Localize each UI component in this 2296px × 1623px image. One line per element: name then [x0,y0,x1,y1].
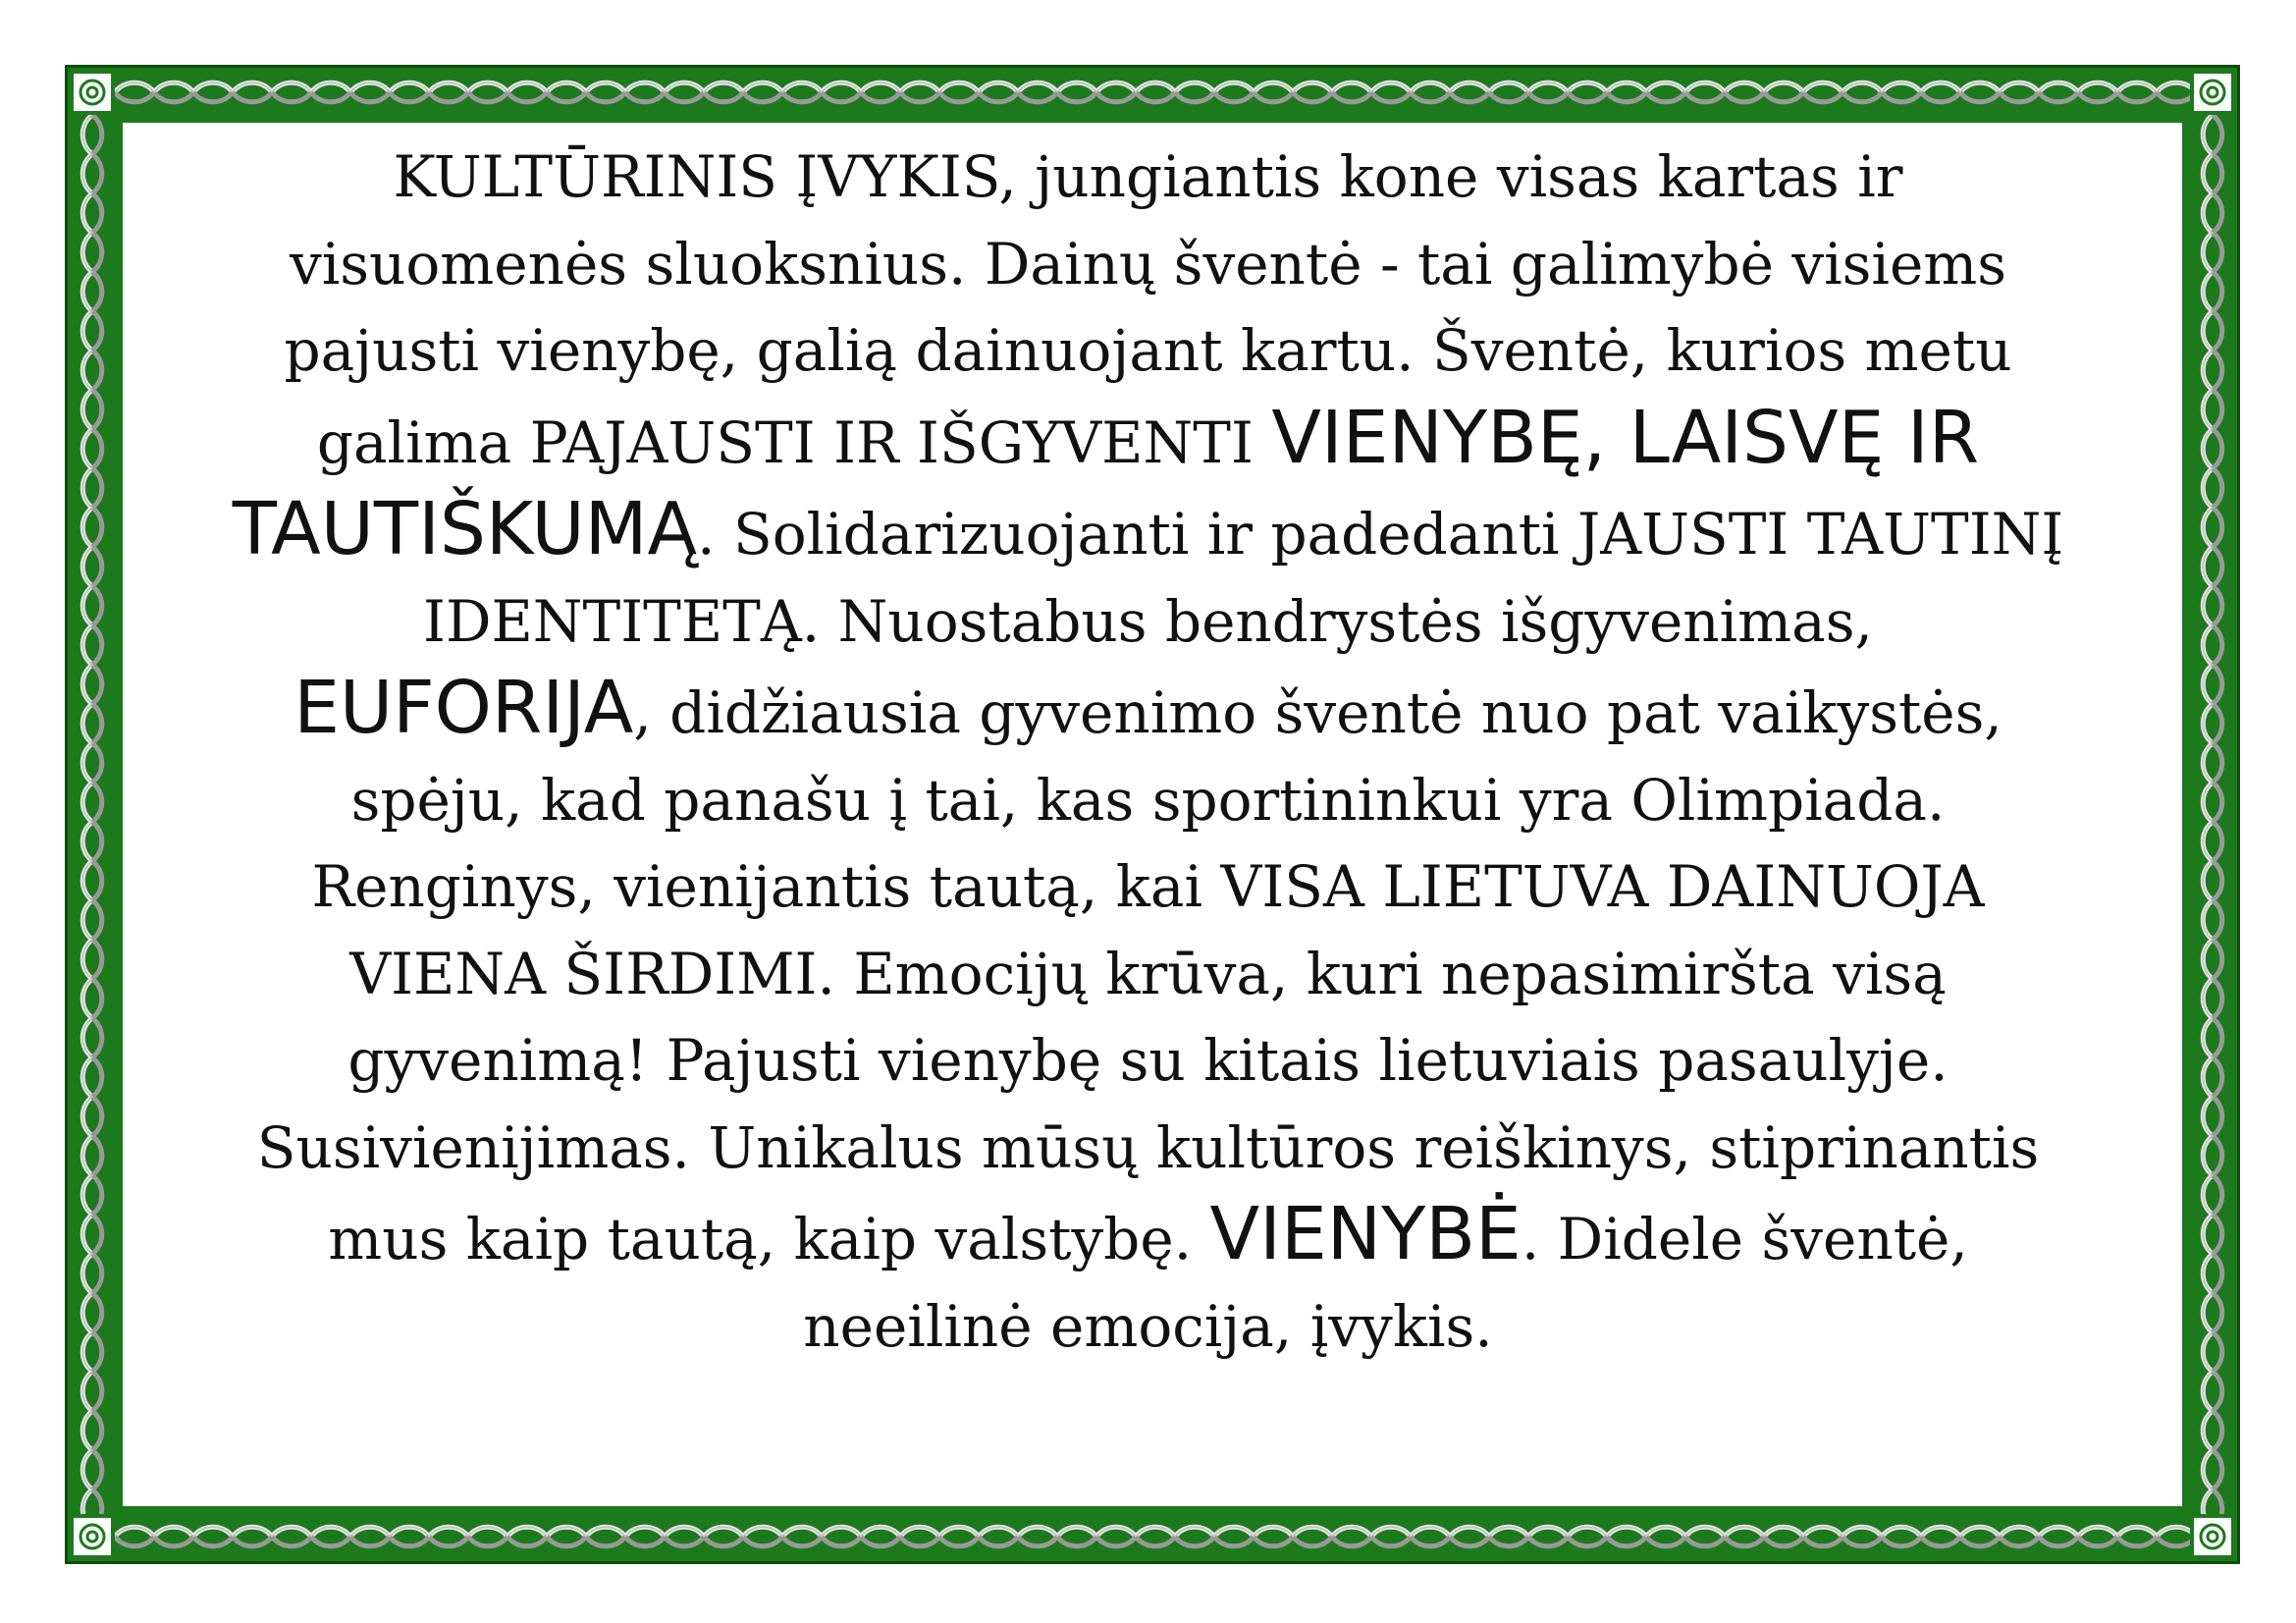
text-line: TAUTIŠKUMĄ. Solidarizuojanti ir padedanti JAUSTI TAUTINĮ [232,487,2064,571]
text-line: Renginys, vienijantis tautą, kai VISA LIETUVA DAINUOJA [311,853,1985,920]
rope-border-left [74,115,111,1514]
emphasis-text: EUFORIJA [294,666,634,750]
corner-ring-icon [2190,1514,2235,1559]
text-line: neeilinė emocija, įvykis. [803,1292,1493,1360]
text-line: spėju, kad panašu į tai, kas sportininkui yra Olimpiada. [350,766,1946,834]
text-line: EUFORIJA, didžiausia gyvenimo šventė nuo pat vaikystės, [294,666,2002,750]
emphasis-text: TAUTIŠKUMĄ [232,487,698,571]
rope-border-top [115,74,2190,111]
body-text [117,134,2179,1370]
text-line: mus kaip tautą, kaip valstybę. VIENYBĖ. Didele šventė, [328,1192,1968,1276]
emphasis-text: VIENYBĘ, LAISVĘ IR [1271,395,1980,480]
text-line: galima PAJAUSTI IR IŠGYVENTI VIENYBĘ, LAISVĘ IR [316,395,1980,480]
emphasis-text: VIENYBĖ [1209,1192,1522,1276]
corner-ring-icon [70,1514,115,1559]
corner-ring-icon [2190,70,2235,115]
rope-border-right [2194,115,2231,1514]
text-line: visuomenės sluoksnius. Dainų šventė - tai galimybė visiems [289,230,2007,298]
text-line: gyvenimą! Pajusti vienybę su kitais lietuviais pasaulyje. [347,1027,1949,1094]
text-line: Susivienijimas. Unikalus mūsų kultūros reiškinys, stiprinantis [256,1113,2040,1181]
rope-border-bottom [115,1518,2190,1555]
text-line: pajusti vienybę, galią dainuojant kartu. Šventė, kurios metu [284,317,2012,384]
corner-ring-icon [70,70,115,115]
text-line: KULTŪRINIS ĮVYKIS, jungiantis kone visas kartas ir [393,143,1903,210]
text-line: IDENTITETĄ. Nuostabus bendrystės išgyvenimas, [423,587,1873,655]
text-line: VIENA ŠIRDIMI. Emocijų krūva, kuri nepasimiršta visą [349,940,1947,1007]
